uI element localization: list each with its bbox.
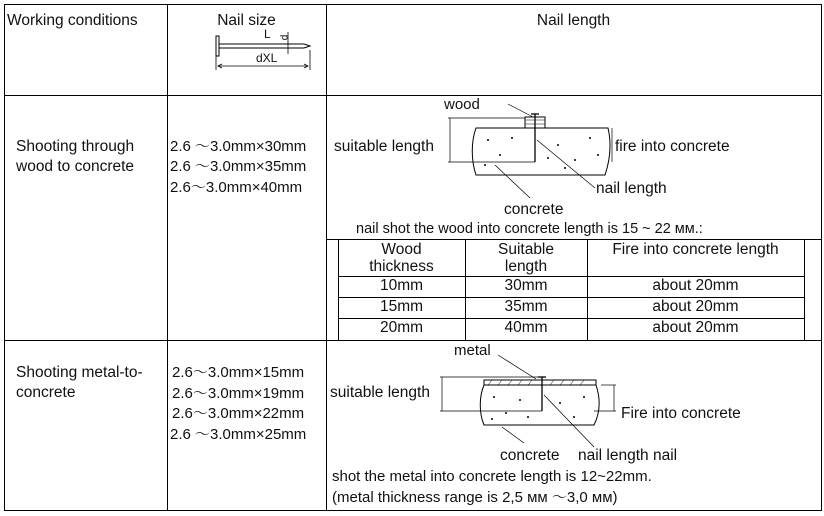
inner-header-suitable-line2: length (504, 258, 548, 275)
border-left (4, 4, 5, 511)
row1-nail-length-label: nail length (596, 180, 667, 197)
table-cell: 20mm (379, 319, 424, 336)
table-cell: about 20mm (652, 319, 739, 336)
row1-size-3: 2.6〜3.0mm×40mm (170, 179, 303, 196)
border-bottom (4, 510, 822, 511)
row2-size-1: 2.6〜3.0mm×15mm (172, 364, 305, 381)
row2-condition-line1: Shooting metal-to- (16, 364, 143, 381)
table-cell: 30mm (504, 277, 548, 294)
row2-size-4: 2.6 〜3.0mm×25mm (170, 426, 307, 443)
row2-concrete-label: concrete (500, 447, 560, 464)
inner-header-wood-line2: thickness (369, 258, 434, 275)
nail-diagram-dxl-label: dXL (256, 51, 278, 65)
row1-condition-line1: Shooting through (16, 138, 135, 155)
table-cell: 35mm (504, 298, 548, 315)
inner-table-right (804, 239, 805, 340)
row1-wood-label: wood (444, 96, 480, 113)
wood-concrete-diagram (440, 100, 620, 210)
border-right (821, 4, 822, 511)
inner-header-fire-into: Fire into concrete length (612, 241, 779, 258)
row1-fire-into-concrete-label: fire into concrete (615, 138, 730, 155)
header-nail-size: Nail size (217, 12, 276, 29)
inner-header-suitable-line1: Suitable (497, 241, 554, 258)
row2-nail-length-nail-label: nail length nail (578, 447, 678, 464)
row1-concrete-label: concrete (504, 201, 564, 218)
row2-metal-label: metal (454, 342, 491, 359)
table-cell: 10mm (379, 277, 424, 294)
row1-condition-line2: wood to concrete (16, 158, 135, 175)
row2-size-3: 2.6〜3.0mm×22mm (172, 405, 305, 422)
row1-size-1: 2.6 〜3.0mm×30mm (170, 138, 307, 155)
nail-diagram-d-label: d (279, 34, 291, 41)
table-cell: about 20mm (652, 277, 739, 294)
header-working-conditions: Working conditions (7, 12, 138, 29)
row2-size-2: 2.6〜3.0mm×19mm (172, 385, 305, 402)
row1-size-2: 2.6 〜3.0mm×35mm (170, 158, 307, 175)
row2-fire-into-concrete-label: Fire into concrete (621, 405, 741, 422)
row2-note-line1: shot the metal into concrete length is 12~22mm. (332, 468, 652, 485)
table-cell: 15mm (379, 298, 424, 315)
border-header-bottom (4, 95, 822, 96)
row1-note: nail shot the wood into concrete length is 15 ~ 22 мм.: (356, 221, 703, 237)
metal-concrete-diagram (436, 355, 626, 455)
row2-note-line2: (metal thickness range is 2,5 мм 〜3,0 мм) (332, 489, 618, 506)
table-cell: 40mm (504, 319, 548, 336)
row2-condition-line2: concrete (16, 384, 76, 401)
header-nail-length: Nail length (536, 12, 611, 29)
border-row1-bottom (4, 340, 822, 341)
border-top (4, 4, 822, 5)
inner-table-top (326, 239, 822, 240)
row2-suitable-length-label: suitable length (330, 384, 430, 401)
border-col2 (326, 4, 327, 511)
row1-suitable-length-label: suitable length (334, 138, 434, 155)
inner-header-wood-line1: Wood (381, 241, 422, 258)
nail-diagram-L-label: L (264, 27, 271, 41)
table-cell: about 20mm (652, 298, 739, 315)
border-col1 (167, 4, 168, 511)
